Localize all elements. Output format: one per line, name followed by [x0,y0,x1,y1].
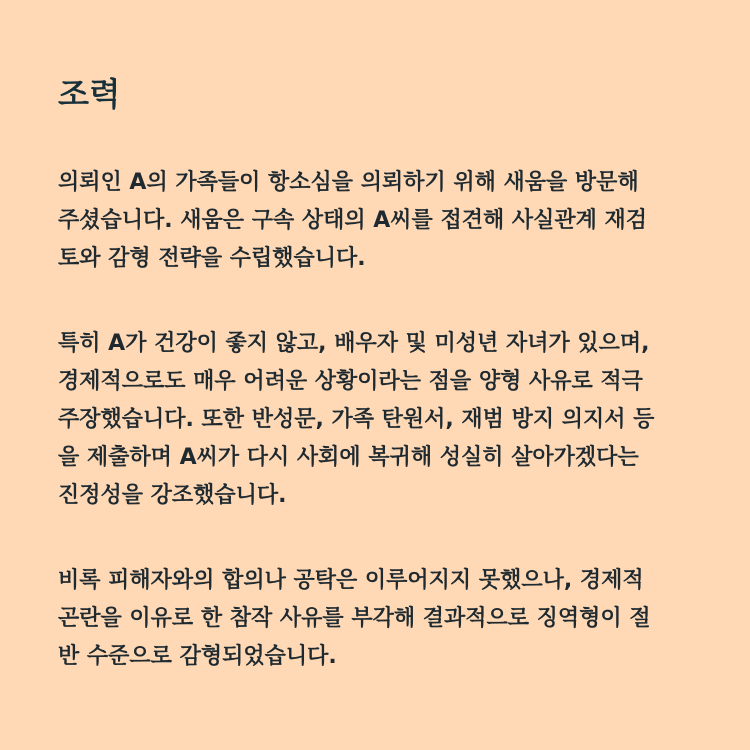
paragraph-line: 곤란을 이유로 한 참작 사유를 부각해 결과적으로 징역형이 절 [58,606,651,631]
paragraph-line: 주장했습니다. 또한 반성문, 가족 탄원서, 재범 방지 의지서 등 [58,407,655,432]
paragraph-line: 경제적으로도 매우 어려운 상황이라는 점을 양형 사유로 적극 [58,369,643,394]
paragraph-line: 비록 피해자와의 합의나 공탁은 이루어지지 못했으나, 경제적 [58,568,644,593]
paragraph-line: 주셨습니다. 새움은 구속 상태의 A씨를 접견해 사실관계 재검 [58,208,648,233]
page-title: 조력 [58,75,121,113]
paragraph-result [58,562,698,676]
paragraph-line: 을 제출하며 A씨가 다시 사회에 복귀해 성실히 살아가겠다는 [58,445,639,470]
paragraph-consultation [58,164,698,278]
paragraph-line: 반 수준으로 감형되었습니다. [58,644,337,669]
paragraph-line: 진정성을 강조했습니다. [58,483,287,508]
paragraph-line: 특히 A가 건강이 좋지 않고, 배우자 및 미성년 자녀가 있으며, [58,331,650,356]
paragraph-sentencing-argument [58,325,698,515]
paragraph-line: 의뢰인 A의 가족들이 항소심을 의뢰하기 위해 새움을 방문해 [58,170,639,195]
paragraph-line: 토와 감형 전략을 수립했습니다. [58,246,366,271]
